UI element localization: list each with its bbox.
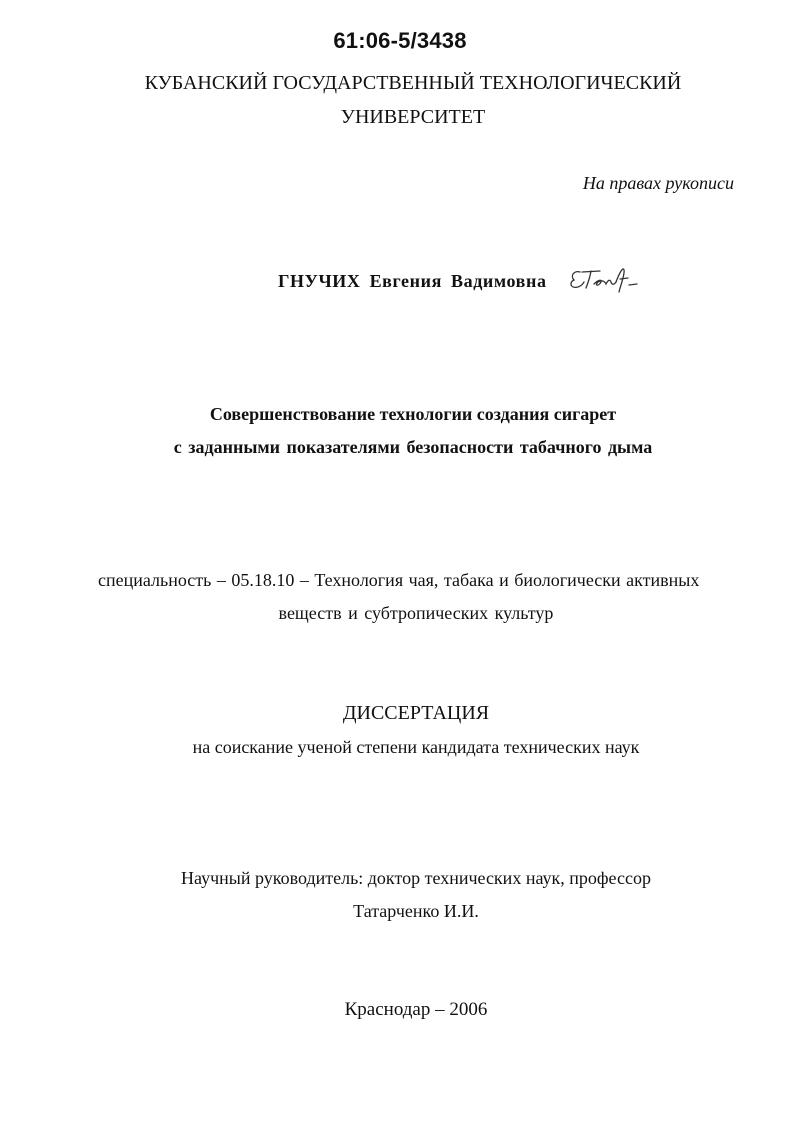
dissertation-title-line2: с заданными показателями безопасности табачного дыма: [173, 437, 653, 457]
city-year: Краснодар – 2006: [344, 999, 488, 1020]
archive-code: 61:06-5/3438: [333, 28, 467, 53]
dissertation-heading: ДИССЕРТАЦИЯ: [342, 702, 490, 724]
author-name: ГНУЧИХ Евгения Вадимовна: [278, 271, 547, 291]
specialty-line2: веществ и субтропических культур: [278, 603, 554, 623]
supervisor-line1: Научный руководитель: доктор технических наук, профессор: [181, 868, 651, 888]
university-name-line1: КУБАНСКИЙ ГОСУДАРСТВЕННЫЙ ТЕХНОЛОГИЧЕСКИЙ: [144, 72, 682, 94]
university-name-line2: УНИВЕРСИТЕТ: [340, 106, 486, 128]
dissertation-subheading: на соискание ученой степени кандидата технических наук: [192, 737, 640, 757]
handwritten-signature: [566, 262, 642, 296]
manuscript-rights-note: На правах рукописи: [582, 173, 734, 193]
dissertation-title-line1: Совершенствование технологии создания сигарет: [209, 404, 617, 424]
supervisor-name: Татарченко И.И.: [353, 901, 479, 921]
specialty-line1: специальность – 05.18.10 – Технология чая, табака и биологически активных: [98, 570, 700, 590]
